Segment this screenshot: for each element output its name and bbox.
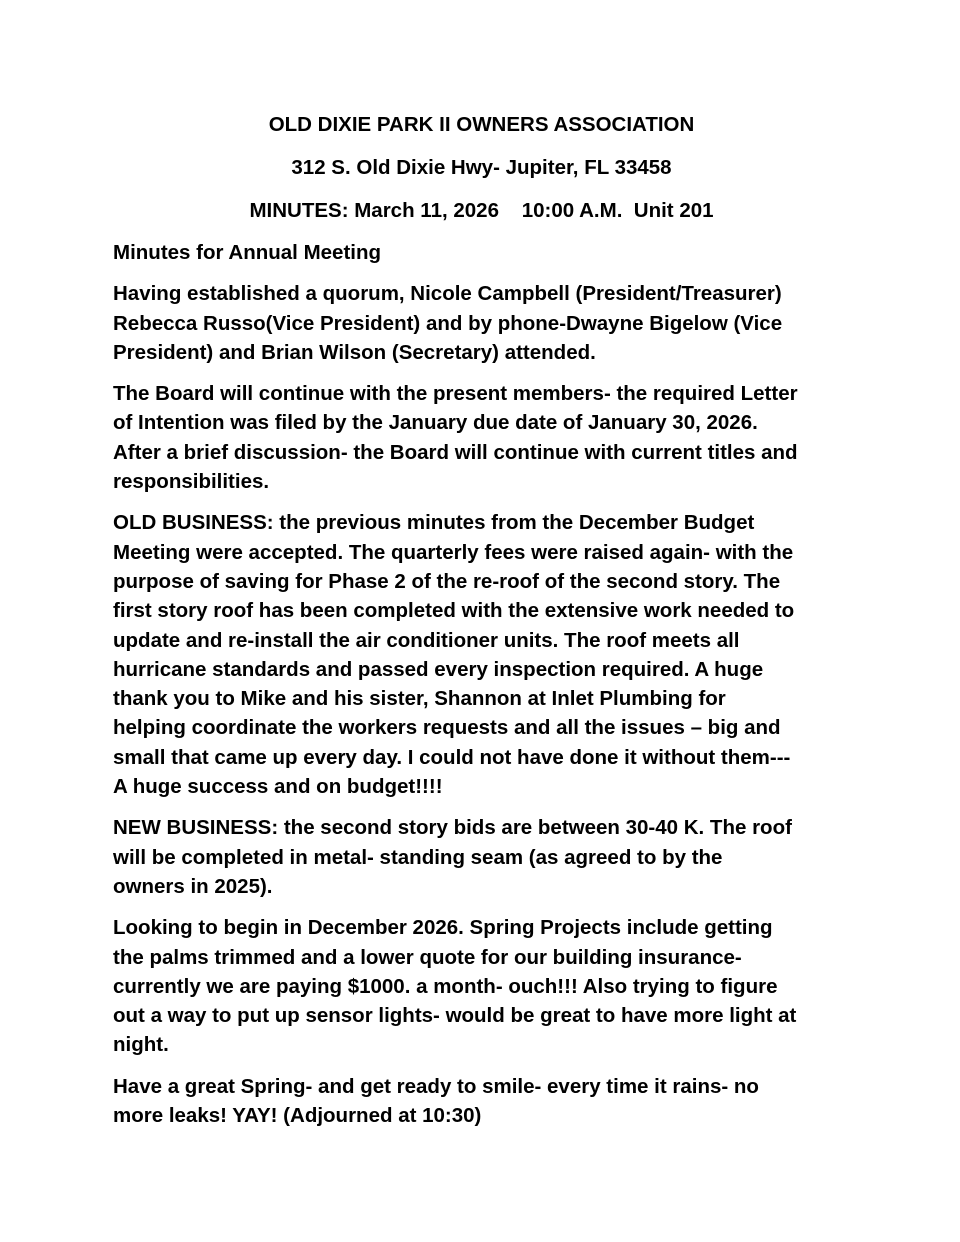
minutes-date-line: MINUTES: March 11, 2026 10:00 A.M. Unit 201 bbox=[249, 199, 714, 222]
organization-name: OLD DIXIE PARK II OWNERS ASSOCIATION bbox=[268, 113, 695, 136]
board-paragraph: The Board will continue with the present members- the required Letter of Intention was filed by the January due date of January 30, 2026. After a brief discussion- the Board will continue with current titles and responsibilities. bbox=[113, 382, 798, 494]
closing-paragraph: Have a great Spring- and get ready to smile- every time it rains- no more leaks! YAY! (Adjourned at 10:30) bbox=[113, 1074, 759, 1128]
organization-address: 312 S. Old Dixie Hwy- Jupiter, FL 33458 bbox=[291, 156, 672, 179]
document-header bbox=[113, 113, 850, 223]
new-business-paragraph: NEW BUSINESS: the second story bids are between 30-40 K. The roof will be completed in metal- standing seam (as agreed to by the owners in 2025). bbox=[113, 816, 792, 898]
spring-projects-paragraph: Looking to begin in December 2026. Spring Projects include getting the palms trimmed and a lower quote for our building insurance- currently we are paying $1000. a month- ouch!!! Also trying to figure out a way to put up sensor lights- would be great to have more light at night. bbox=[113, 916, 797, 1057]
old-business-paragraph: OLD BUSINESS: the previous minutes from the December Budget Meeting were accepted. The quarterly fees were raised again- with the purpose of saving for Phase 2 of the re-roof of the second story. The first story roof has been completed with the extensive work needed to update and re-install the air conditioner units. The roof meets all hurricane standards and passed every inspection required. A huge thank you to Mike and his sister, Shannon at Inlet Plumbing for helping coordinate the workers requests and all the issues – big and small that came up every day. I could not have done it without them--- A huge success and on budget!!!! bbox=[113, 511, 795, 799]
attendance-paragraph: Having established a quorum, Nicole Campbell (President/Treasurer) Rebecca Russo(Vice President) and by phone-Dwayne Bigelow (Vice President) and Brian Wilson (Secretary) attended. bbox=[113, 282, 783, 364]
meeting-title: Minutes for Annual Meeting bbox=[113, 241, 382, 264]
